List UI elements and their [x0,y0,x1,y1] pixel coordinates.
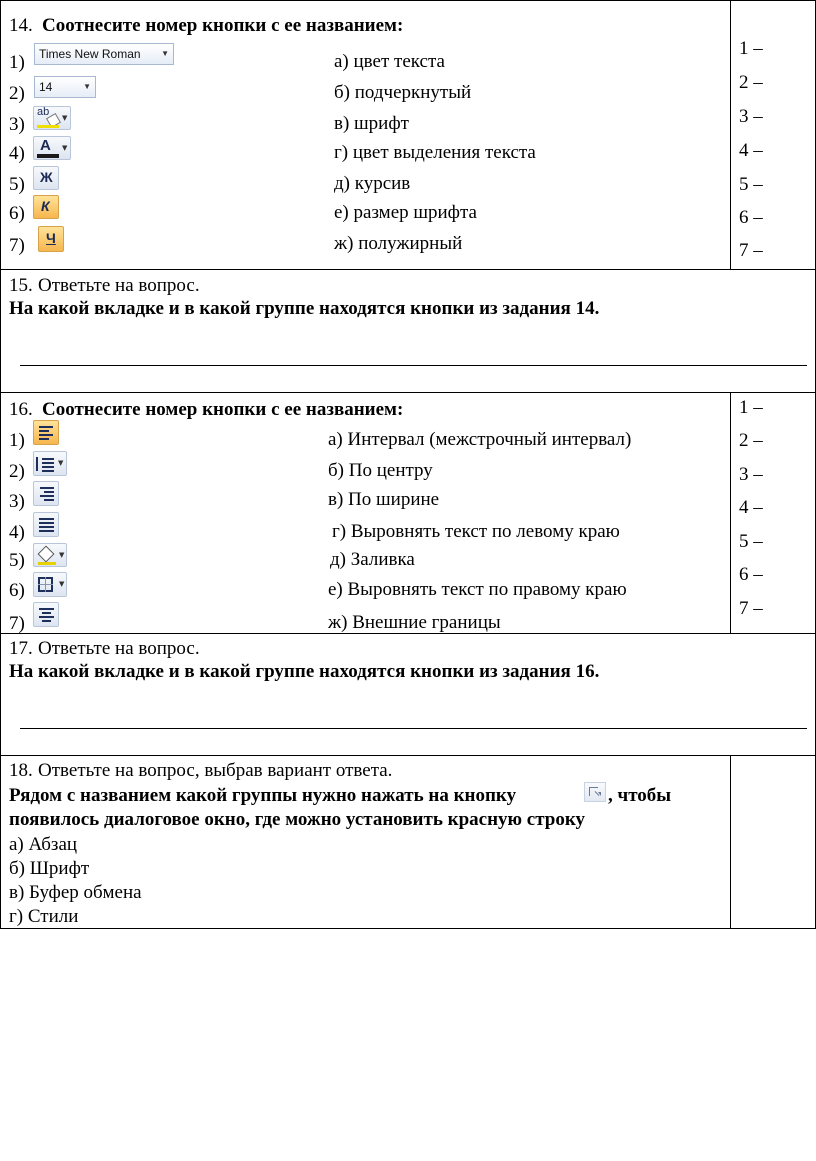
q14-answer-2: 2 – [739,72,763,93]
q18-answer-cell [730,755,816,929]
q14-item-6: 6) [9,203,25,224]
q16-answer-6: 6 – [739,564,763,585]
q18-option-v: в) Буфер обмена [9,882,142,903]
line-spacing-icon [33,451,67,476]
q14-item-5: 5) [9,174,25,195]
q15-prompt: Ответьте на вопрос. [38,275,200,296]
q16-item-3: 3) [9,491,25,512]
q16-option-v: в) По ширине [328,489,440,510]
chevron-down-icon: ▼ [62,114,68,122]
font-name-combo-value: Times New Roman [39,47,141,61]
underline-icon: Ч [38,226,64,252]
q14-option-e: е) размер шрифта [334,202,477,223]
q16-option-g: г) Выровнять текст по левому краю [332,521,620,542]
q17-answer-line [20,728,807,729]
q16-item-1: 1) [9,430,25,451]
q16-item-4: 4) [9,522,25,543]
q18-prompt: Ответьте на вопрос, выбрав вариант ответа. [38,760,393,781]
q14-answer-6: 6 – [739,207,763,228]
q14-item-7: 7) [9,235,25,256]
font-size-combo-icon [34,76,96,98]
chevron-down-icon: ▼ [59,551,65,559]
q14-option-v: в) шрифт [334,113,409,134]
align-center-icon [33,602,59,627]
q14-item-2: 2) [9,83,25,104]
q14-option-a: а) цвет текста [334,51,445,72]
align-left-icon [33,420,59,445]
q15-answer-line [20,365,807,366]
q16-answer-7: 7 – [739,598,763,619]
q15-question: На какой вкладке и в какой группе находятся кнопки из задания 14. [9,298,600,319]
q16-answer-2: 2 – [739,430,763,451]
q16-option-a: а) Интервал (межстрочный интервал) [328,429,632,450]
q16-option-d: д) Заливка [330,549,415,570]
q18-question-part1: Рядом с названием какой группы нужно нажать на кнопку [9,785,517,806]
q17-question: На какой вкладке и в какой группе находятся кнопки из задания 16. [9,661,600,682]
chevron-down-icon: ▼ [62,144,68,152]
borders-icon [33,572,67,597]
font-color-icon [33,136,71,160]
q16-answer-1: 1 – [739,397,763,418]
bold-icon: Ж [33,166,59,190]
q14-option-zh: ж) полужирный [334,233,463,254]
highlight-color-icon [33,106,71,130]
shading-fill-icon [33,543,67,567]
chevron-down-icon: ▼ [58,459,64,467]
font-name-combo-icon [34,43,174,65]
q14-answer-4: 4 – [739,140,763,161]
q14-item-4: 4) [9,143,25,164]
q14-answer-7: 7 – [739,240,763,261]
q14-answer-5: 5 – [739,174,763,195]
q14-main-cell [0,0,731,270]
q16-item-2: 2) [9,461,25,482]
q14-answer-1: 1 – [739,38,763,59]
italic-icon: К [33,195,59,219]
q18-option-b: б) Шрифт [9,858,90,879]
q16-option-zh: ж) Внешние границы [328,612,501,633]
q16-title: Соотнесите номер кнопки с ее названием: [42,399,404,420]
q16-number: 16. [9,399,33,420]
q18-option-g: г) Стили [9,906,79,927]
q14-title: Соотнесите номер кнопки с ее названием: [42,15,404,36]
chevron-down-icon: ▼ [83,82,91,91]
q15-number: 15. [9,275,33,296]
q14-option-b: б) подчеркнутый [334,82,472,103]
q18-question-line2: появилось диалоговое окно, где можно установить красную строку [9,809,586,830]
q16-item-7: 7) [9,613,25,634]
q18-question-part2: , чтобы [608,785,672,806]
font-size-combo-value: 14 [39,80,53,94]
q17-prompt: Ответьте на вопрос. [38,638,200,659]
q14-item-3: 3) [9,114,25,135]
chevron-down-icon: ▼ [59,580,65,588]
highlight-glyph: ab [37,106,50,118]
q16-answer-4: 4 – [739,497,763,518]
q14-number: 14. [9,15,33,36]
q16-item-5: 5) [9,550,25,571]
align-justify-icon [33,512,59,537]
q14-answer-3: 3 – [739,106,763,127]
font-color-glyph: A [40,137,51,154]
q16-option-e: е) Выровнять текст по правому краю [328,579,627,600]
align-right-icon [33,481,59,506]
q14-item-1: 1) [9,52,25,73]
q16-item-6: 6) [9,580,25,601]
q17-number: 17. [9,638,33,659]
q16-option-b: б) По центру [328,460,433,481]
q14-option-d: д) курсив [334,173,411,194]
q18-number: 18. [9,760,33,781]
q14-option-g: г) цвет выделения текста [334,142,536,163]
q18-option-a: а) Абзац [9,834,78,855]
q16-answer-3: 3 – [739,464,763,485]
q16-answer-5: 5 – [739,531,763,552]
dialog-launcher-icon [584,782,606,802]
chevron-down-icon: ▼ [161,49,169,58]
